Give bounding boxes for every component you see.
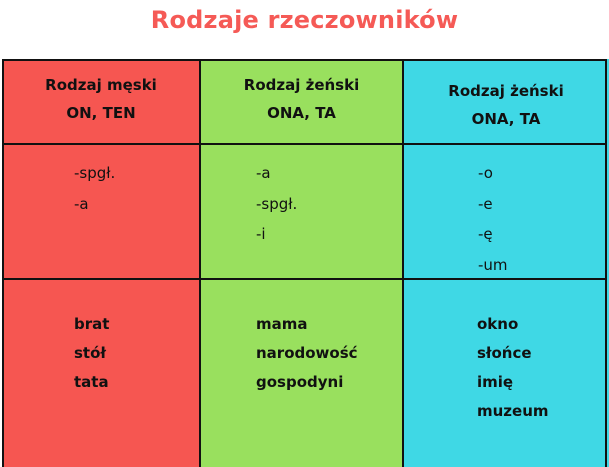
header-pronouns: ON, TEN xyxy=(66,104,136,122)
table-grid xyxy=(2,59,607,467)
example-word: muzeum xyxy=(477,402,549,420)
table-border-left xyxy=(2,59,4,467)
page-title: Rodzaje rzeczowników xyxy=(150,6,459,34)
example-word: narodowość xyxy=(256,344,358,362)
ending-item: -i xyxy=(256,225,266,243)
ending-item: -ę xyxy=(478,225,493,243)
ending-item: -um xyxy=(478,255,508,274)
ending-item: -spgł. xyxy=(74,164,116,182)
header-pronouns: ONA, TA xyxy=(471,110,541,128)
example-word: brat xyxy=(74,315,110,333)
header-gender: Rodzaj żeński xyxy=(243,76,360,94)
ending-item: -e xyxy=(478,194,493,213)
example-word: stół xyxy=(74,344,106,362)
example-word: gospodyni xyxy=(256,373,344,391)
row-divider xyxy=(2,143,607,145)
header-gender: Rodzaj żeński xyxy=(448,82,564,100)
table-border-top xyxy=(2,59,607,61)
ending-item: -a xyxy=(256,164,271,182)
row-divider xyxy=(2,278,607,280)
ending-item: -a xyxy=(74,194,89,213)
header-gender: Rodzaj męski xyxy=(45,76,157,94)
column-divider xyxy=(402,59,404,467)
example-word: imię xyxy=(477,373,514,391)
ending-item: -o xyxy=(478,164,493,182)
header-pronouns: ONA, TA xyxy=(267,104,336,122)
ending-item: -spgł. xyxy=(256,194,298,213)
table-border-right xyxy=(605,59,607,467)
example-word: tata xyxy=(74,373,109,391)
example-word: mama xyxy=(256,315,308,333)
example-word: słońce xyxy=(477,344,532,362)
example-word: okno xyxy=(477,315,519,333)
column-divider xyxy=(199,59,201,467)
